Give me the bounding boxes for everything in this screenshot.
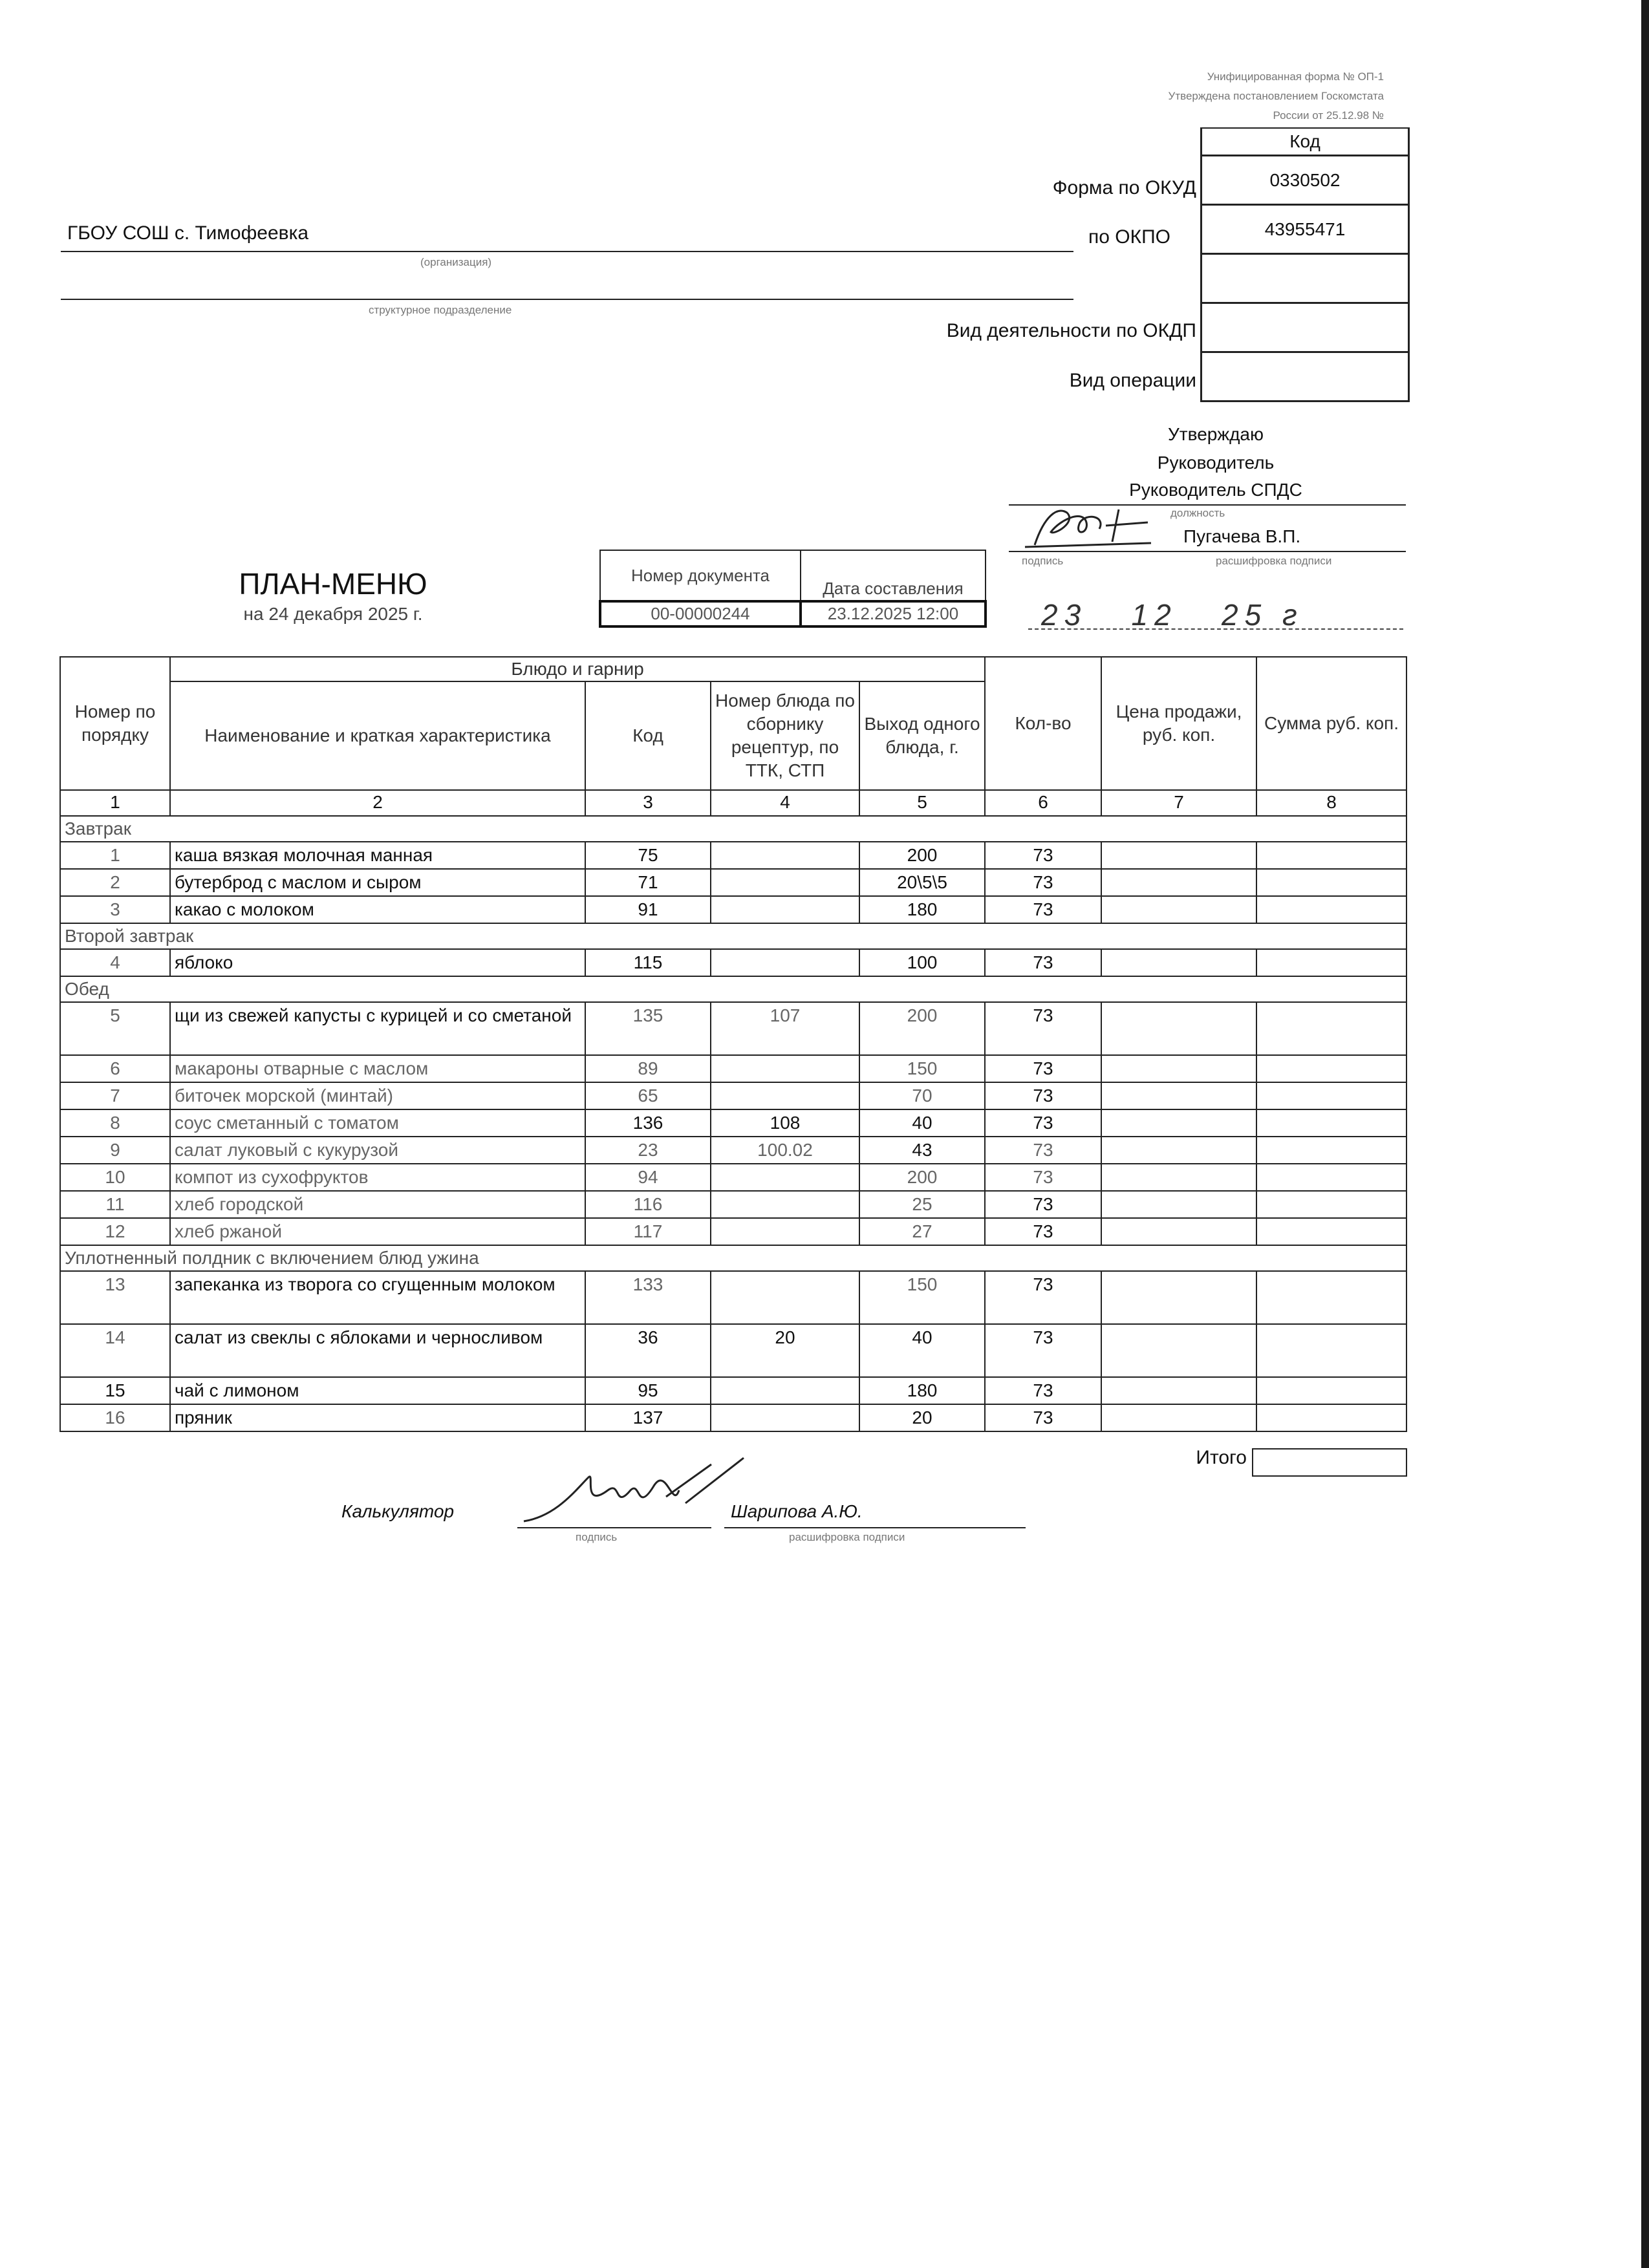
table-row (60, 1324, 1406, 1377)
table-row (60, 1002, 1406, 1055)
row-price (1101, 1218, 1256, 1245)
row-no: 6 (60, 1055, 170, 1082)
doc-number-value: 00-00000244 (600, 601, 801, 626)
doc-date-value: 23.12.2025 12:00 (801, 601, 986, 626)
calculator-signature-underline (517, 1527, 711, 1528)
subdivision-caption: структурное подразделение (369, 304, 512, 316)
col-recipe-header: Номер блюда по сборнику рецептур, по ТТК, СТП (711, 681, 859, 790)
row-yield: 100 (859, 949, 985, 976)
table-row (60, 1055, 1406, 1082)
row-sum (1256, 842, 1406, 869)
row-recipe (711, 1082, 859, 1109)
row-code: 133 (585, 1271, 711, 1324)
row-sum (1256, 1137, 1406, 1164)
row-qty: 73 (985, 1109, 1101, 1137)
col-number: 2 (170, 790, 585, 816)
row-qty: 73 (985, 1082, 1101, 1109)
row-qty: 73 (985, 842, 1101, 869)
row-sum (1256, 1404, 1406, 1431)
approval-date: 23 12 25 г (1041, 598, 1304, 632)
row-price (1101, 896, 1256, 923)
row-code: 36 (585, 1324, 711, 1377)
row-no: 12 (60, 1218, 170, 1245)
organization-name: ГБОУ СОШ с. Тимофеевка (67, 222, 309, 244)
row-code: 115 (585, 949, 711, 976)
row-sum (1256, 1377, 1406, 1404)
okud-value: 0330502 (1202, 156, 1409, 205)
row-name: какао с молоком (170, 896, 585, 923)
table-row (60, 869, 1406, 896)
row-yield: 180 (859, 1377, 985, 1404)
row-qty: 73 (985, 1404, 1101, 1431)
row-price (1101, 1082, 1256, 1109)
column-numbers-row (60, 790, 1406, 816)
row-name: салат луковый с кукурузой (170, 1137, 585, 1164)
row-sum (1256, 1324, 1406, 1377)
row-code: 71 (585, 869, 711, 896)
row-recipe (711, 1377, 859, 1404)
col-number: 5 (859, 790, 985, 816)
total-value (1252, 1448, 1407, 1477)
row-yield: 27 (859, 1218, 985, 1245)
okdp-label: Вид деятельности по ОКДП (946, 320, 1196, 341)
form-note-line-3: России от 25.12.98 № (1273, 109, 1384, 122)
row-name: соус сметанный с томатом (170, 1109, 585, 1137)
row-recipe (711, 842, 859, 869)
row-recipe (711, 1404, 859, 1431)
row-price (1101, 949, 1256, 976)
row-qty: 73 (985, 949, 1101, 976)
row-name: чай с лимоном (170, 1377, 585, 1404)
row-qty: 73 (985, 1377, 1101, 1404)
row-name: щи из свежей капусты с курицей и со сметаной (170, 1002, 585, 1055)
row-no: 1 (60, 842, 170, 869)
approver-signature-caption: подпись (1022, 555, 1064, 567)
row-sum (1256, 896, 1406, 923)
subdivision-underline (61, 299, 1073, 300)
approver-name: Пугачева В.П. (1183, 526, 1301, 546)
row-no: 3 (60, 896, 170, 923)
table-row (60, 1377, 1406, 1404)
row-yield: 20\5\5 (859, 869, 985, 896)
calculator-signature-caption: подпись (576, 1531, 618, 1543)
row-price (1101, 869, 1256, 896)
row-price (1101, 1377, 1256, 1404)
col-number: 8 (1256, 790, 1406, 816)
row-name: бутерброд с маслом и сыром (170, 869, 585, 896)
row-qty: 73 (985, 1271, 1101, 1324)
approver-underline (1009, 551, 1406, 552)
row-price (1101, 1164, 1256, 1191)
director-signature (1022, 497, 1158, 555)
row-no: 15 (60, 1377, 170, 1404)
row-sum (1256, 869, 1406, 896)
table-row (60, 896, 1406, 923)
row-recipe: 107 (711, 1002, 859, 1055)
row-no: 2 (60, 869, 170, 896)
row-qty: 73 (985, 1137, 1101, 1164)
section-second-breakfast: Второй завтрак (60, 923, 1406, 949)
table-row (60, 1191, 1406, 1218)
calculator-label: Калькулятор (341, 1501, 455, 1521)
row-price (1101, 1404, 1256, 1431)
approval-date-underline (1028, 628, 1403, 630)
row-code: 65 (585, 1082, 711, 1109)
section-afternoon-snack: Уплотненный полдник с включением блюд ужина (60, 1245, 1406, 1271)
section-lunch: Обед (60, 976, 1406, 1002)
table-row (60, 1109, 1406, 1137)
col-number: 1 (60, 790, 170, 816)
row-recipe (711, 1164, 859, 1191)
row-yield: 70 (859, 1082, 985, 1109)
approve-head: Руководитель (1157, 453, 1275, 473)
row-sum (1256, 1218, 1406, 1245)
row-name: запеканка из творога со сгущенным молоком (170, 1271, 585, 1324)
form-note-line-2: Утверждена постановлением Госкомстата (1168, 90, 1384, 102)
row-yield: 200 (859, 1002, 985, 1055)
row-no: 7 (60, 1082, 170, 1109)
row-price (1101, 1324, 1256, 1377)
col-number: 6 (985, 790, 1101, 816)
codes-box (1200, 127, 1410, 402)
row-name: салат из свеклы с яблоками и черносливом (170, 1324, 585, 1377)
row-qty: 73 (985, 896, 1101, 923)
col-number: 3 (585, 790, 711, 816)
col-number: 4 (711, 790, 859, 816)
row-recipe (711, 1191, 859, 1218)
table-row (60, 1137, 1406, 1164)
row-yield: 200 (859, 1164, 985, 1191)
row-sum (1256, 1271, 1406, 1324)
row-code: 135 (585, 1002, 711, 1055)
row-no: 16 (60, 1404, 170, 1431)
form-note-line-1: Унифицированная форма № ОП-1 (1207, 70, 1384, 83)
row-price (1101, 1271, 1256, 1324)
row-yield: 40 (859, 1324, 985, 1377)
row-recipe (711, 869, 859, 896)
row-code: 75 (585, 842, 711, 869)
row-sum (1256, 949, 1406, 976)
table-row (60, 1082, 1406, 1109)
row-price (1101, 1055, 1256, 1082)
organization-underline (61, 251, 1073, 252)
row-code: 95 (585, 1377, 711, 1404)
table-row (60, 1404, 1406, 1431)
col-sum-header: Сумма руб. коп. (1256, 657, 1406, 790)
row-qty: 73 (985, 1218, 1101, 1245)
row-no: 13 (60, 1271, 170, 1324)
row-qty: 73 (985, 1191, 1101, 1218)
row-recipe: 108 (711, 1109, 859, 1137)
row-yield: 43 (859, 1137, 985, 1164)
row-price (1101, 842, 1256, 869)
document-date: на 24 декабря 2025 г. (243, 604, 423, 624)
calculator-name-caption: расшифровка подписи (789, 1531, 905, 1543)
row-yield: 200 (859, 842, 985, 869)
row-code: 136 (585, 1109, 711, 1137)
okpo-label: по ОКПО (1088, 226, 1170, 248)
col-name-header: Наименование и краткая характеристика (170, 681, 585, 790)
row-recipe: 100.02 (711, 1137, 859, 1164)
document-number-box (599, 550, 987, 628)
form-note (1009, 67, 1384, 125)
row-code: 23 (585, 1137, 711, 1164)
row-no: 14 (60, 1324, 170, 1377)
okdp-value (1202, 303, 1409, 352)
row-yield: 40 (859, 1109, 985, 1137)
row-no: 10 (60, 1164, 170, 1191)
row-code: 89 (585, 1055, 711, 1082)
row-qty: 73 (985, 1324, 1101, 1377)
table-row (60, 842, 1406, 869)
row-no: 11 (60, 1191, 170, 1218)
row-price (1101, 1002, 1256, 1055)
document-title: ПЛАН-МЕНЮ (239, 567, 427, 601)
kod-header: Код (1202, 128, 1409, 156)
row-code: 116 (585, 1191, 711, 1218)
row-name: пряник (170, 1404, 585, 1431)
row-sum (1256, 1082, 1406, 1109)
calculator-name: Шарипова А.Ю. (731, 1501, 863, 1521)
row-qty: 73 (985, 1055, 1101, 1082)
row-name: хлеб ржаной (170, 1218, 585, 1245)
row-recipe (711, 896, 859, 923)
total-label: Итого (1196, 1447, 1247, 1468)
doc-number-label: Номер документа (600, 550, 801, 601)
row-name: биточек морской (минтай) (170, 1082, 585, 1109)
row-recipe (711, 1218, 859, 1245)
section-breakfast: Завтрак (60, 816, 1406, 842)
scan-edge (1641, 0, 1649, 2268)
row-yield: 25 (859, 1191, 985, 1218)
row-no: 8 (60, 1109, 170, 1137)
row-qty: 73 (985, 1164, 1101, 1191)
row-qty: 73 (985, 1002, 1101, 1055)
row-recipe (711, 1055, 859, 1082)
row-yield: 150 (859, 1271, 985, 1324)
okpo-extra (1202, 254, 1409, 303)
calculator-name-underline (724, 1527, 1026, 1528)
row-sum (1256, 1191, 1406, 1218)
row-yield: 150 (859, 1055, 985, 1082)
row-code: 91 (585, 896, 711, 923)
col-yield-header: Выход одного блюда, г. (859, 681, 985, 790)
col-code-header: Код (585, 681, 711, 790)
operation-label: Вид операции (1069, 370, 1196, 391)
row-qty: 73 (985, 869, 1101, 896)
row-no: 5 (60, 1002, 170, 1055)
position-caption: должность (1170, 507, 1225, 519)
row-price (1101, 1137, 1256, 1164)
row-name: каша вязкая молочная манная (170, 842, 585, 869)
row-price (1101, 1191, 1256, 1218)
col-qty-header: Кол-во (985, 657, 1101, 790)
table-row (60, 949, 1406, 976)
approver-name-caption: расшифровка подписи (1216, 555, 1332, 567)
approve-label: Утверждаю (1168, 424, 1264, 444)
row-sum (1256, 1109, 1406, 1137)
row-yield: 180 (859, 896, 985, 923)
row-recipe: 20 (711, 1324, 859, 1377)
col-no-header: Номер по порядку (60, 657, 170, 790)
table-row (60, 1164, 1406, 1191)
row-sum (1256, 1164, 1406, 1191)
table-row (60, 1271, 1406, 1324)
doc-date-label: Дата составления (801, 550, 986, 601)
row-code: 94 (585, 1164, 711, 1191)
calculator-signature (517, 1451, 750, 1535)
row-no: 9 (60, 1137, 170, 1164)
row-price (1101, 1109, 1256, 1137)
menu-table (59, 656, 1407, 1432)
row-name: компот из сухофруктов (170, 1164, 585, 1191)
row-sum (1256, 1002, 1406, 1055)
row-no: 4 (60, 949, 170, 976)
okpo-value: 43955471 (1202, 205, 1409, 254)
row-name: хлеб городской (170, 1191, 585, 1218)
row-name: яблоко (170, 949, 585, 976)
operation-value (1202, 352, 1409, 401)
group-header: Блюдо и гарнир (170, 657, 985, 681)
col-price-header: Цена продажи, руб. коп. (1101, 657, 1256, 790)
row-code: 117 (585, 1218, 711, 1245)
organization-caption: (организация) (420, 256, 492, 268)
table-row (60, 1218, 1406, 1245)
row-code: 137 (585, 1404, 711, 1431)
row-name: макароны отварные с маслом (170, 1055, 585, 1082)
approve-position: Руководитель СПДС (1129, 480, 1302, 500)
row-yield: 20 (859, 1404, 985, 1431)
row-recipe (711, 1271, 859, 1324)
row-sum (1256, 1055, 1406, 1082)
row-recipe (711, 949, 859, 976)
okud-label: Форма по ОКУД (1052, 177, 1196, 198)
col-number: 7 (1101, 790, 1256, 816)
